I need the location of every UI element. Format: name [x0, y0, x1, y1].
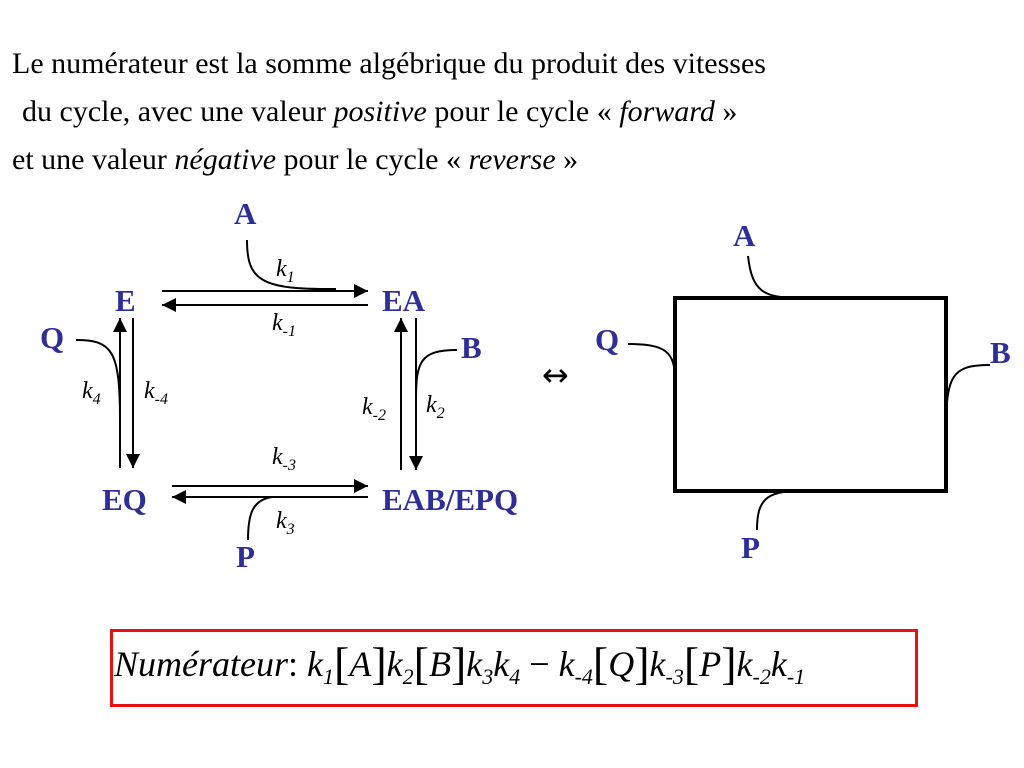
rate-k4: $k_4$	[82, 378, 101, 408]
formula-label: Numérateur	[114, 644, 288, 684]
rate-k3: $k_3$	[276, 508, 295, 538]
box-ligand-p: P	[741, 530, 760, 565]
node-eq: EQ	[102, 482, 147, 517]
box-ligand-a: A	[733, 218, 756, 253]
cycle-box	[675, 298, 946, 491]
intro-line-1: Le numérateur est la somme algébrique du produit des vitesses	[12, 47, 766, 80]
rate-k-2: $k_{-2}$	[362, 394, 386, 424]
rate-k-4: $k_{-4}$	[144, 378, 168, 408]
box-ligand-b-curve	[946, 365, 990, 432]
rate-k-1: $k_{-1}$	[272, 310, 296, 340]
ligand-b: B	[461, 330, 482, 365]
ligand-a: A	[234, 196, 257, 231]
rate-k2: $k_2$	[426, 392, 445, 422]
node-e: E	[115, 283, 136, 318]
box-ligand-q: Q	[595, 322, 620, 357]
intro-line-2: du cycle, avec une valeur positive pour le cycle « forward »	[22, 95, 738, 128]
box-ligand-a-curve	[748, 256, 800, 298]
rate-k1: $k_1$	[276, 256, 295, 286]
node-ea: EA	[382, 283, 426, 318]
ligand-p: P	[236, 539, 255, 574]
rate-k-3: $k_{-3}$	[272, 444, 296, 474]
box-ligand-p-curve	[757, 491, 800, 530]
equivalence-arrow: ↔	[542, 356, 569, 394]
ligand-q: Q	[40, 320, 65, 355]
box-ligand-q-curve	[628, 344, 675, 380]
numerator-formula: Numérateur: $k_1[A]k_2[B]k_3k_4 - k_{-4}[Q]k_{-3}[P]k_{-2}k_{-1}$	[114, 638, 806, 689]
ligand-p-curve	[248, 497, 272, 540]
box-ligand-b: B	[990, 335, 1011, 370]
node-eab-epq: EAB/EPQ	[382, 482, 519, 517]
intro-line-3: et une valeur négative pour le cycle « reverse »	[12, 143, 579, 176]
